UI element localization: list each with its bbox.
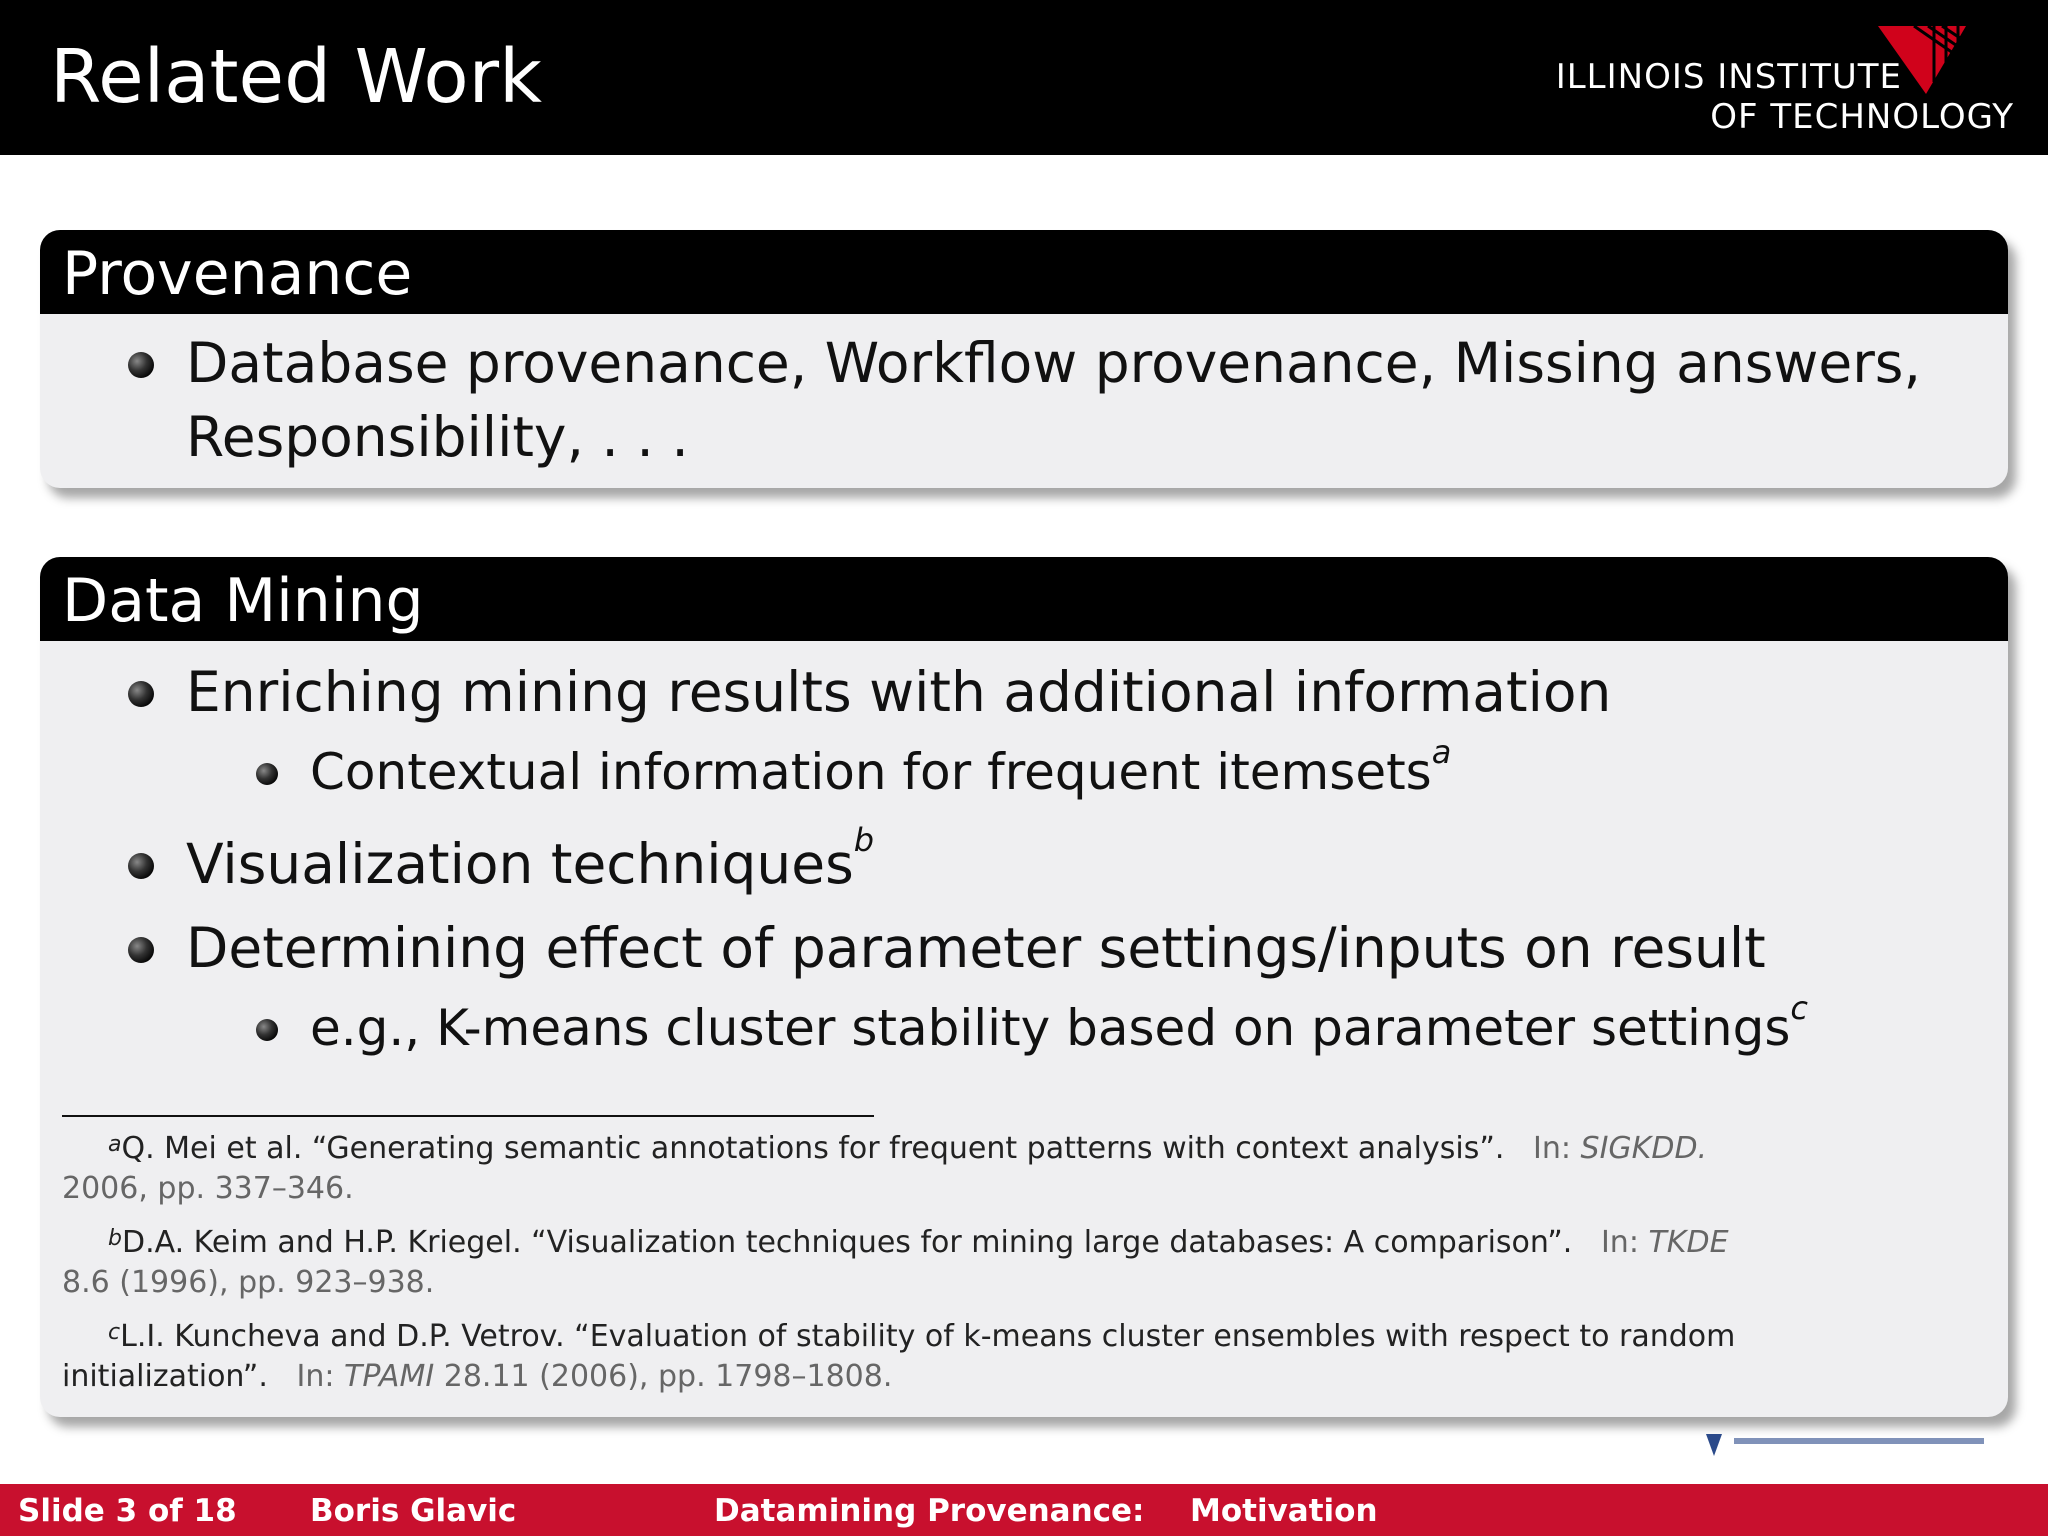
list-item (310, 989, 1808, 1063)
footnote-rest: 8.6 (1996), pp. 923–938. (62, 1265, 435, 1300)
footnote-in: In: (296, 1359, 335, 1394)
provenance-block-title: Provenance (40, 230, 2008, 314)
footnote-in: In: (1600, 1225, 1639, 1260)
bullet-icon (256, 1019, 278, 1041)
footnote (62, 1129, 1842, 1209)
data-mining-subitem-kmeans: e.g., K-means cluster stability based on parameter settings (310, 999, 1791, 1057)
list-item (186, 655, 1611, 729)
footer-slide-number: Slide 3 of 18 (18, 1493, 237, 1529)
footnote-ref: a (1431, 733, 1452, 771)
list-item (186, 821, 875, 901)
footnote-rest: 2006, pp. 337–346. (62, 1171, 354, 1206)
slide-header (0, 0, 2048, 155)
provenance-item-line1: Database provenance, Workflow provenance, Missing answers, (186, 331, 1921, 395)
footnote-venue: TPAMI (344, 1359, 435, 1394)
iit-logo (1454, 22, 2014, 142)
footnote (62, 1223, 1842, 1303)
logo-text-line2: OF TECHNOLOGY (1710, 97, 2014, 137)
data-mining-subitem-contextual: Contextual information for frequent itemsets (310, 743, 1432, 801)
footer-author: Boris Glavic (310, 1493, 517, 1529)
footnote-mark: c (108, 1320, 121, 1345)
bullet-icon (128, 937, 154, 963)
footnote-text: Q. Mei et al. “Generating semantic annotations for frequent patterns with context analysis”. (121, 1131, 1505, 1166)
footnote-text: L.I. Kuncheva and D.P. Vetrov. “Evaluation of stability of k-means cluster ensembles with respect to random (120, 1319, 1736, 1354)
bullet-icon (128, 352, 154, 378)
footer-topic: Datamining Provenance: (714, 1493, 1145, 1529)
data-mining-item-parameters: Determining effect of parameter settings/inputs on result (186, 916, 1766, 980)
faculty-logo-icon (1700, 1428, 1990, 1464)
iit-logo-mark-icon (1874, 22, 1970, 118)
footnote-venue: SIGKDD. (1580, 1131, 1708, 1166)
slide-title: Related Work (50, 34, 542, 120)
footnote-venue: TKDE (1648, 1225, 1729, 1260)
footnote (62, 1317, 1842, 1397)
footnote-text-cont: initialization”. (62, 1359, 268, 1394)
logo-text-line1: ILLINOIS INSTITUTE (1555, 57, 1902, 97)
list-item (310, 733, 1452, 807)
data-mining-block-title: Data Mining (40, 557, 2008, 641)
data-mining-item-visualization: Visualization techniques (186, 832, 854, 896)
footnote-ref: b (853, 821, 875, 859)
footnote-text: D.A. Keim and H.P. Kriegel. “Visualization techniques for mining large databases: A comparison”. (121, 1225, 1573, 1260)
footnote-mark: a (108, 1132, 122, 1157)
footer-section: Motivation (1190, 1493, 1378, 1529)
bullet-icon (256, 763, 278, 785)
footnote-rest: 28.11 (2006), pp. 1798–1808. (443, 1359, 893, 1394)
bullet-icon (128, 681, 154, 707)
list-item (186, 911, 1766, 985)
provenance-block (40, 230, 2008, 488)
slide-footer (0, 1484, 2048, 1536)
footnote-ref: c (1790, 989, 1808, 1027)
list-item (186, 326, 1921, 475)
footnote-in: In: (1533, 1131, 1571, 1166)
provenance-item-line2: Responsibility, . . . (186, 405, 689, 470)
footnote-mark: b (108, 1226, 122, 1251)
data-mining-block (40, 557, 2008, 1417)
data-mining-item-enriching: Enriching mining results with additional information (186, 660, 1612, 724)
bullet-icon (128, 853, 154, 879)
footnote-divider (62, 1115, 874, 1117)
